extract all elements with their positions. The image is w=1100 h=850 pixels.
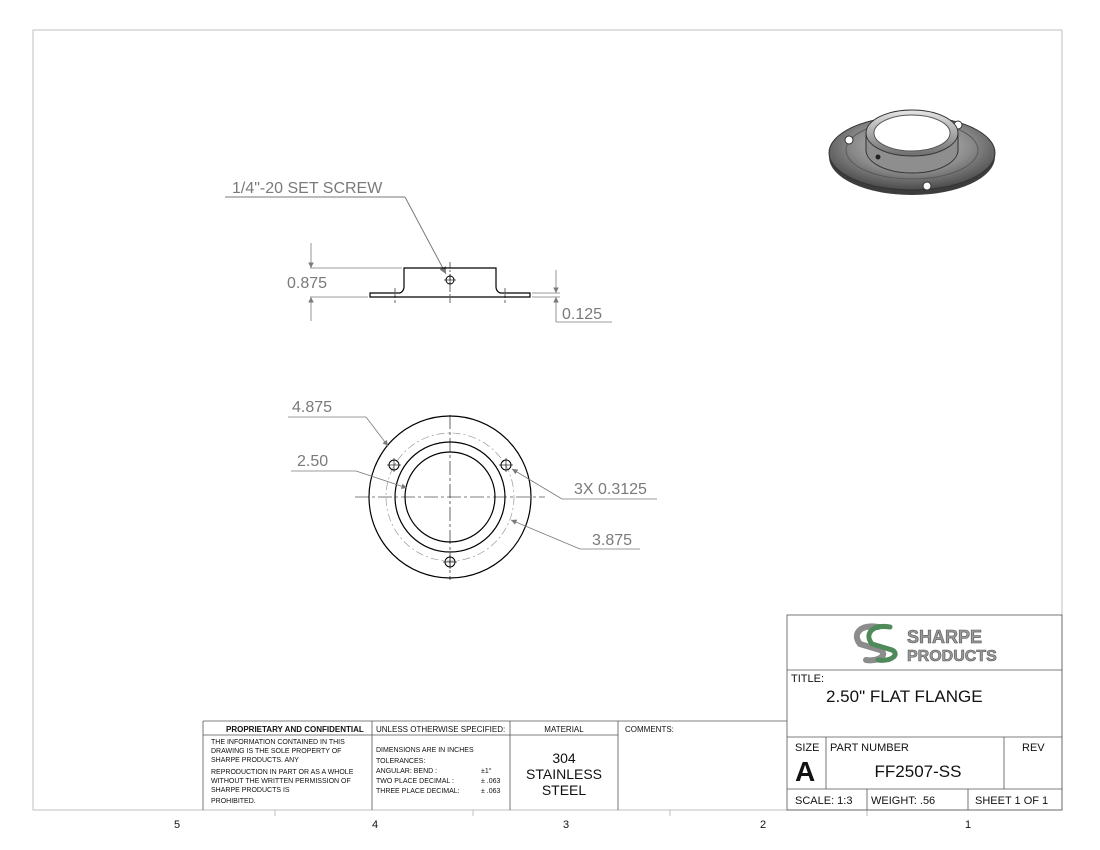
- top-view: [288, 399, 657, 580]
- hole-diameter-dimension: 3X 0.3125: [574, 481, 647, 498]
- proprietary-line: PROHIBITED.: [211, 798, 256, 805]
- bolt-hole: [387, 458, 401, 472]
- tolerance-line: TOLERANCES:: [376, 758, 426, 765]
- tolerance-line: ANGULAR: BEND :: [376, 768, 438, 775]
- tolerance-line: THREE PLACE DECIMAL:: [376, 788, 460, 795]
- tolerance-value: ± .063: [481, 778, 501, 785]
- tolerance-line: DIMENSIONS ARE IN INCHES: [376, 747, 474, 754]
- proprietary-line: REPRODUCTION IN PART OR AS A WHOLE: [211, 769, 354, 776]
- zone-markers: [275, 810, 867, 816]
- zone-label: 5: [174, 819, 181, 831]
- set-screw-note: 1/4"-20 SET SCREW: [232, 180, 383, 197]
- sharpe-products-logo: [857, 626, 997, 665]
- weight-text: WEIGHT: .56: [871, 795, 936, 807]
- logo-text-products: PRODUCTS: [907, 648, 997, 665]
- zone-label: 2: [760, 819, 767, 831]
- zone-label: 4: [372, 819, 379, 831]
- height-dimension: 0.875: [287, 275, 328, 292]
- tolerance-value: ± .063: [481, 788, 501, 795]
- bore-diameter-dimension: 2.50: [297, 453, 329, 470]
- outer-diameter-dimension: 4.875: [292, 399, 333, 416]
- sheet-text: SHEET 1 OF 1: [975, 795, 1049, 807]
- size-label: SIZE: [795, 742, 820, 754]
- thickness-dimension: 0.125: [562, 306, 603, 323]
- side-view: [225, 180, 612, 323]
- tolerance-value: ±1°: [481, 768, 492, 775]
- isometric-part-render: [829, 110, 995, 195]
- bolt-circle-dimension: 3.875: [592, 532, 633, 549]
- proprietary-line: SHARPE PRODUCTS IS: [211, 787, 290, 794]
- scale-text: SCALE: 1:3: [795, 795, 853, 807]
- logo-text-sharpe: SHARPE: [907, 627, 983, 647]
- material-value: 304: [552, 750, 576, 766]
- rev-label: REV: [1022, 742, 1045, 754]
- part-number-value: FF2507-SS: [874, 762, 962, 781]
- proprietary-line: THE INFORMATION CONTAINED IN THIS: [211, 739, 345, 746]
- material-value: STEEL: [541, 782, 587, 798]
- unless-specified-heading: UNLESS OTHERWISE SPECIFIED:: [376, 725, 506, 734]
- proprietary-heading: PROPRIETARY AND CONFIDENTIAL: [226, 725, 364, 734]
- material-value: STAINLESS: [526, 766, 602, 782]
- tolerance-line: TWO PLACE DECIMAL :: [376, 778, 454, 785]
- proprietary-line: SHARPE PRODUCTS. ANY: [211, 757, 299, 764]
- proprietary-line: WITHOUT THE WRITTEN PERMISSION OF: [211, 778, 351, 785]
- drawing-title: 2.50" FLAT FLANGE: [826, 687, 983, 706]
- part-number-label: PART NUMBER: [830, 742, 909, 754]
- zone-label: 3: [563, 819, 570, 831]
- bolt-hole: [499, 458, 513, 472]
- comments-heading: COMMENTS:: [625, 725, 674, 734]
- title-label: TITLE:: [791, 673, 825, 685]
- zone-label: 1: [965, 819, 972, 831]
- size-value: A: [795, 756, 816, 787]
- proprietary-line: DRAWING IS THE SOLE PROPERTY OF: [211, 748, 342, 755]
- material-heading: MATERIAL: [544, 725, 584, 734]
- bolt-hole: [443, 555, 457, 569]
